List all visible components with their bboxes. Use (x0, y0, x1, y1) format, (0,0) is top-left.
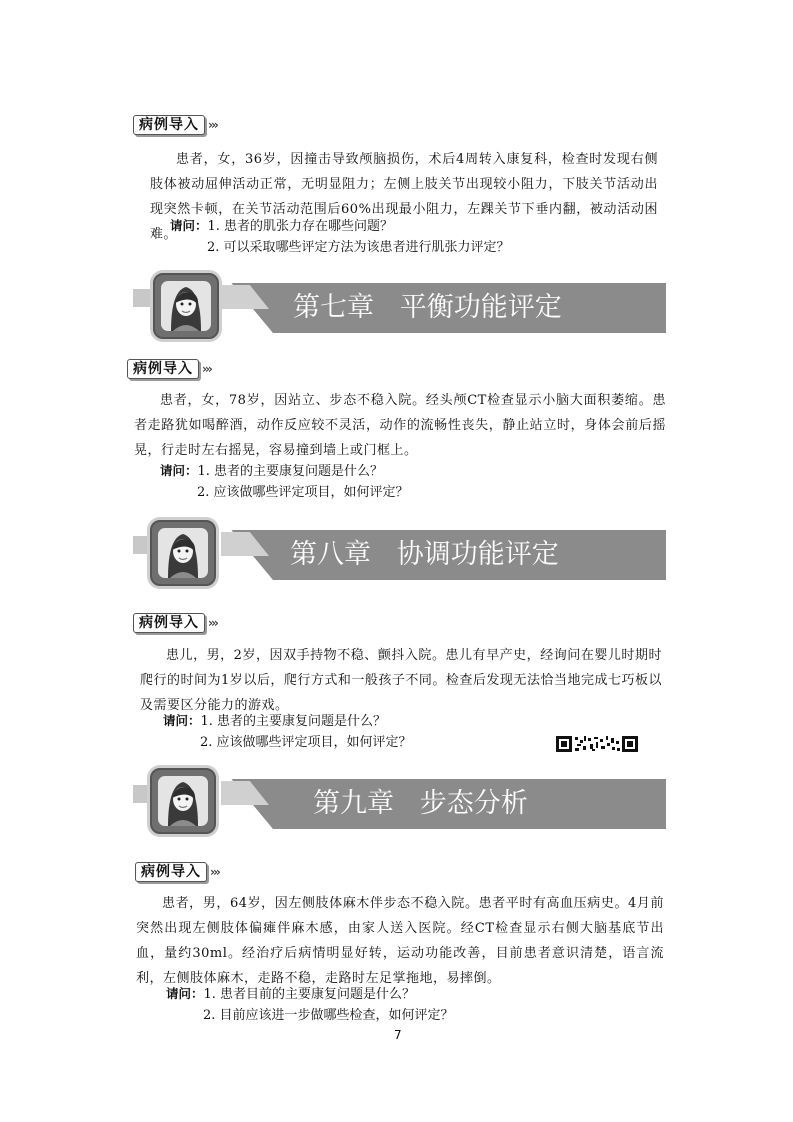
chapter-title: 第九章 步态分析 (313, 788, 528, 819)
chevron-right-icon: ››› (208, 616, 217, 630)
chapter-title: 第七章 平衡功能评定 (293, 292, 562, 323)
question-2: 2. 可以采取哪些评定方法为该患者进行肌张力评定？ (207, 240, 510, 255)
chevron-right-icon: ››› (208, 118, 217, 132)
case-paragraph: 患者，男，64岁，因左侧肢体麻木伴步态不稳入院。患者平时有高血压病史。4月前突然出现左侧肢体偏瘫伴麻木感，由家人送入医院。经CT检查显示右侧大脑基底节出血，量约30ml。经治疗后病情明显好转，运动功能改善，目前患者意识清楚，语言流利，左侧肢体麻木，走路不稳，走路时左足掌拖地，易摔倒。 (136, 896, 664, 986)
qr-code-icon (556, 736, 638, 752)
question-1: 请问：1. 患者的主要康复问题是什么？ (163, 713, 387, 729)
question-label: 请问： (170, 218, 208, 233)
woman-avatar-icon (150, 768, 216, 834)
chevron-right-icon: ››› (202, 362, 211, 376)
chapter-title: 第八章 协调功能评定 (290, 539, 559, 570)
case-tag (133, 114, 217, 136)
question-2: 2. 应该做哪些评定项目，如何评定？ (197, 485, 409, 500)
question-1: 请问：1. 患者的肌张力存在哪些问题？ (170, 218, 394, 234)
case-tag: 病例导入 ››› (135, 861, 219, 883)
case-tag: 病例导入 ››› (133, 612, 217, 634)
page-number: 7 (394, 1028, 402, 1042)
woman-avatar-icon (150, 520, 216, 586)
case-tag-label: 病例导入 (133, 115, 205, 135)
case-tag: 病例导入 ››› (127, 358, 211, 380)
question-1: 请问：1. 患者目前的主要康复问题是什么？ (166, 986, 416, 1002)
case-paragraph: 患者，女，36岁，因撞击导致颅脑损伤，术后4周转入康复科，检查时发现右侧肢体被动屈伸活动正常，无明显阻力；左侧上肢关节出现较小阻力，下肢关节活动出现突然卡顿，在关节活动范围后60%出现最小阻力，左踝关节下垂内翻，被动活动困难。 (150, 152, 658, 242)
question-1: 请问：1. 患者的主要康复问题是什么？ (160, 463, 384, 479)
woman-avatar-icon (153, 273, 219, 339)
question-2: 2. 应该做哪些评定项目，如何评定？ (200, 735, 412, 750)
case-paragraph: 患者，女，78岁，因站立、步态不稳入院。经头颅CT检查显示小脑大面积萎缩。患者走路犹如喝醉酒，动作反应较不灵活，动作的流畅性丧失，静止站立时，身体会前后摇晃，行走时左右摇晃，容易撞到墙上或门框上。 (134, 393, 666, 458)
case-paragraph: 患儿，男，2岁，因双手持物不稳、颤抖入院。患儿有早产史，经询问在婴儿时期时爬行的时间为1岁以后，爬行方式和一般孩子不同。检查后发现无法恰当地完成七巧板以及需要区分能力的游戏。 (140, 648, 662, 713)
chevron-right-icon: ››› (210, 865, 219, 879)
question-2: 2. 目前应该进一步做哪些检查，如何评定？ (203, 1008, 454, 1023)
